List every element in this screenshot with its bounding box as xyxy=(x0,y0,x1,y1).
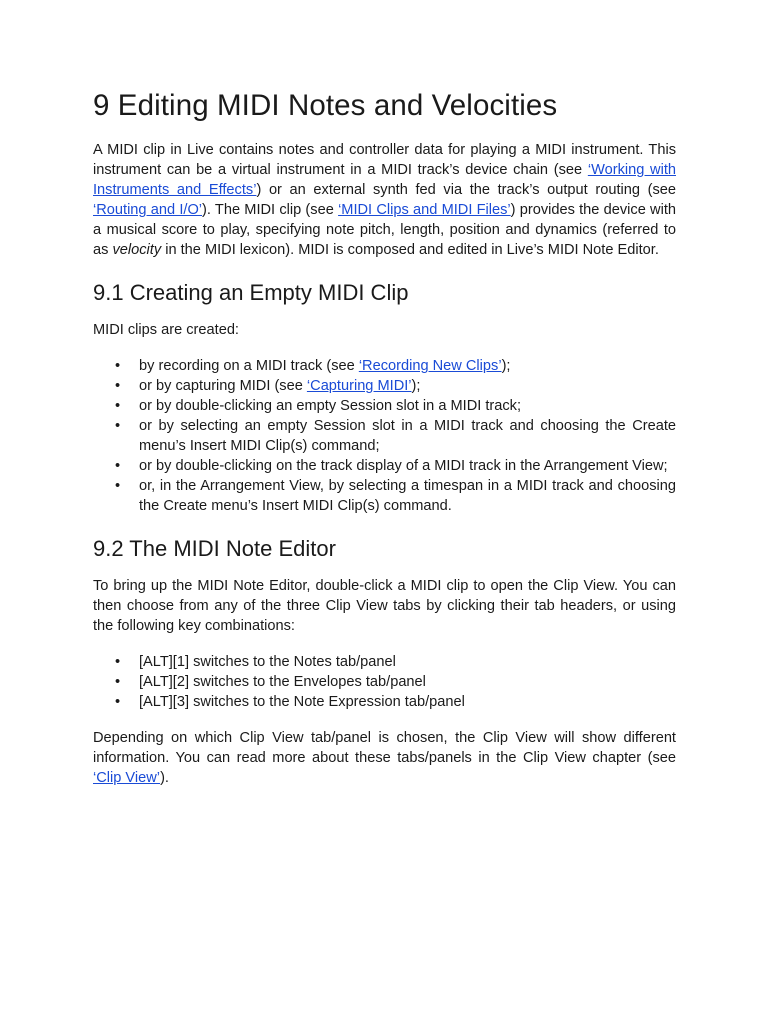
list-item-text: ); xyxy=(501,358,511,374)
section-heading-midi-note-editor: 9.2 The MIDI Note Editor xyxy=(93,536,336,561)
creation-methods-list xyxy=(93,356,676,516)
link-capturing-midi[interactable]: ‘Capturing MIDI’ xyxy=(306,378,412,394)
list-item xyxy=(93,356,676,376)
intro-text: A MIDI clip in Live contains notes and controller data for playing a MIDI instrument. This instrument can be a virtual instrument in a MIDI track’s device chain (see xyxy=(93,142,676,178)
paragraph-text: ). xyxy=(160,770,169,786)
list-item-text: or, in the Arrangement View, by selecting a timespan in a MIDI track and choosing the Create menu’s Insert MIDI Clip(s) command. xyxy=(139,478,676,514)
list-item-text: or by selecting an empty Session slot in a MIDI track and choosing the Create menu’s Insert MIDI Clip(s) command; xyxy=(139,418,676,454)
list-item xyxy=(93,476,676,516)
bullet: • xyxy=(115,378,121,394)
list-item xyxy=(93,456,676,476)
list-item-text: or by capturing MIDI (see xyxy=(139,378,307,394)
bullet: • xyxy=(115,358,121,374)
section2-closing-paragraph xyxy=(93,728,676,788)
list-item-text: or by double-clicking on the track display of a MIDI track in the Arrangement View; xyxy=(139,458,668,474)
bullet: • xyxy=(115,478,121,494)
emphasis-velocity: velocity xyxy=(112,242,162,258)
key-combinations-list xyxy=(93,652,676,712)
list-item xyxy=(93,672,676,692)
list-item-text: by recording on a MIDI track (see xyxy=(139,358,359,374)
link-routing-and-io[interactable]: ‘Routing and I/O’ xyxy=(93,202,203,218)
section1-lead: MIDI clips are created: xyxy=(93,322,239,338)
list-item xyxy=(93,692,676,712)
section-heading-creating-midi-clip: 9.1 Creating an Empty MIDI Clip xyxy=(93,280,409,305)
paragraph-text: Depending on which Clip View tab/panel is chosen, the Clip View will show different information. You can read more about these tabs/panels in the Clip View chapter (see xyxy=(93,730,676,766)
bullet: • xyxy=(115,418,121,434)
list-item-text: ); xyxy=(411,378,421,394)
intro-text: in the MIDI lexicon). MIDI is composed and edited in Live’s MIDI Note Editor. xyxy=(161,242,659,258)
link-working-with-instruments[interactable]: ‘Working with Instruments and Effects’ xyxy=(93,162,676,198)
list-item-text: [ALT][1] switches to the Notes tab/panel xyxy=(139,654,396,670)
list-item-text: [ALT][2] switches to the Envelopes tab/panel xyxy=(139,674,426,690)
intro-text: ) provides the device with a musical score to play, specifying note pitch, length, position and dynamics (referred to as xyxy=(93,202,676,258)
link-midi-clips-and-files[interactable]: ‘MIDI Clips and MIDI Files’ xyxy=(338,202,511,218)
link-clip-view[interactable]: ‘Clip View’ xyxy=(93,770,161,786)
list-item xyxy=(93,652,676,672)
list-item-text: [ALT][3] switches to the Note Expression tab/panel xyxy=(139,694,465,710)
intro-paragraph xyxy=(93,140,676,260)
section2-paragraph: To bring up the MIDI Note Editor, double-click a MIDI clip to open the Clip View. You can then choose from any of the three Clip View tabs by clicking their tab headers, or using the following key combinations: xyxy=(93,578,676,634)
bullet: • xyxy=(115,694,121,710)
list-item-text: or by double-clicking an empty Session slot in a MIDI track; xyxy=(139,398,522,414)
list-item xyxy=(93,396,676,416)
list-item xyxy=(93,416,676,456)
bullet: • xyxy=(115,654,121,670)
bullet: • xyxy=(115,458,121,474)
page-title: 9 Editing MIDI Notes and Velocities xyxy=(93,89,558,122)
bullet: • xyxy=(115,674,121,690)
bullet: • xyxy=(115,398,121,414)
link-recording-new-clips[interactable]: ‘Recording New Clips’ xyxy=(358,358,502,374)
list-item xyxy=(93,376,676,396)
intro-text: ). The MIDI clip (see xyxy=(202,202,339,218)
intro-text: ) or an external synth fed via the track’s output routing (see xyxy=(256,182,676,198)
